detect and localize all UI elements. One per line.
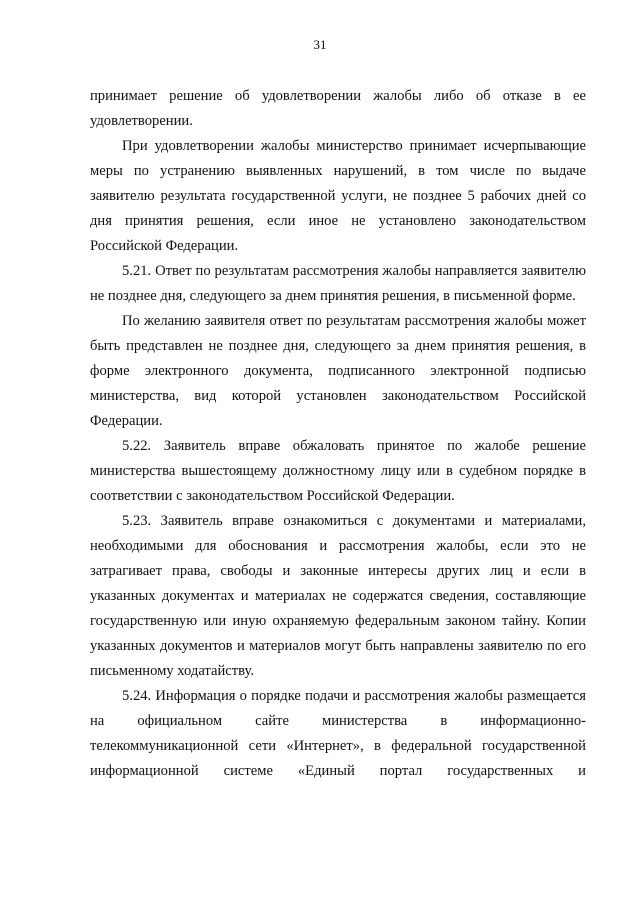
paragraph-continuation: принимает решение об удовлетворении жалобы либо об отказе в ее удовлетворении. bbox=[90, 88, 586, 129]
paragraph-5-22: 5.22. Заявитель вправе обжаловать принятое по жалобе решение министерства вышестоящему должностному лицу или в судебном порядке в соответствии с законодательством Российской Федерации. bbox=[90, 438, 586, 504]
page-number: 31 bbox=[313, 37, 327, 52]
paragraph-5-24: 5.24. Информация о порядке подачи и рассмотрения жалобы размещается на официальном сайте министерства в информационно-телекоммуникационной сети «Интернет», в федеральной государственной информационной системе «Единый портал государственных и bbox=[90, 688, 586, 779]
paragraph-remedy-measures: При удовлетворении жалобы министерство принимает исчерпывающие меры по устранению выявленных нарушений, в том числе по выдаче заявителю результата государственной услуги, не позднее 5 рабочих дней со дня принятия решения, если иное не установлено законодательством Российской Федерации. bbox=[90, 138, 586, 254]
document-body bbox=[90, 84, 586, 784]
paragraph-electronic-response: По желанию заявителя ответ по результатам рассмотрения жалобы может быть представлен не позднее дня, следующего за днем принятия решения, в форме электронного документа, подписанного электронной подписью министерства, вид которой установлен законодательством Российской Федерации. bbox=[90, 313, 586, 429]
paragraph-5-23: 5.23. Заявитель вправе ознакомиться с документами и материалами, необходимыми для обоснования и рассмотрения жалобы, если это не затрагивает права, свободы и законные интересы других лиц и если в указанных документах и материалах не содержатся сведения, составляющие государственную или иную охраняемую федеральным законом тайну. Копии указанных документов и материалов могут быть направлены заявителю по его письменному ходатайству. bbox=[90, 513, 586, 679]
paragraph-5-21: 5.21. Ответ по результатам рассмотрения жалобы направляется заявителю не позднее дня, следующего за днем принятия решения, в письменной форме. bbox=[90, 263, 586, 304]
